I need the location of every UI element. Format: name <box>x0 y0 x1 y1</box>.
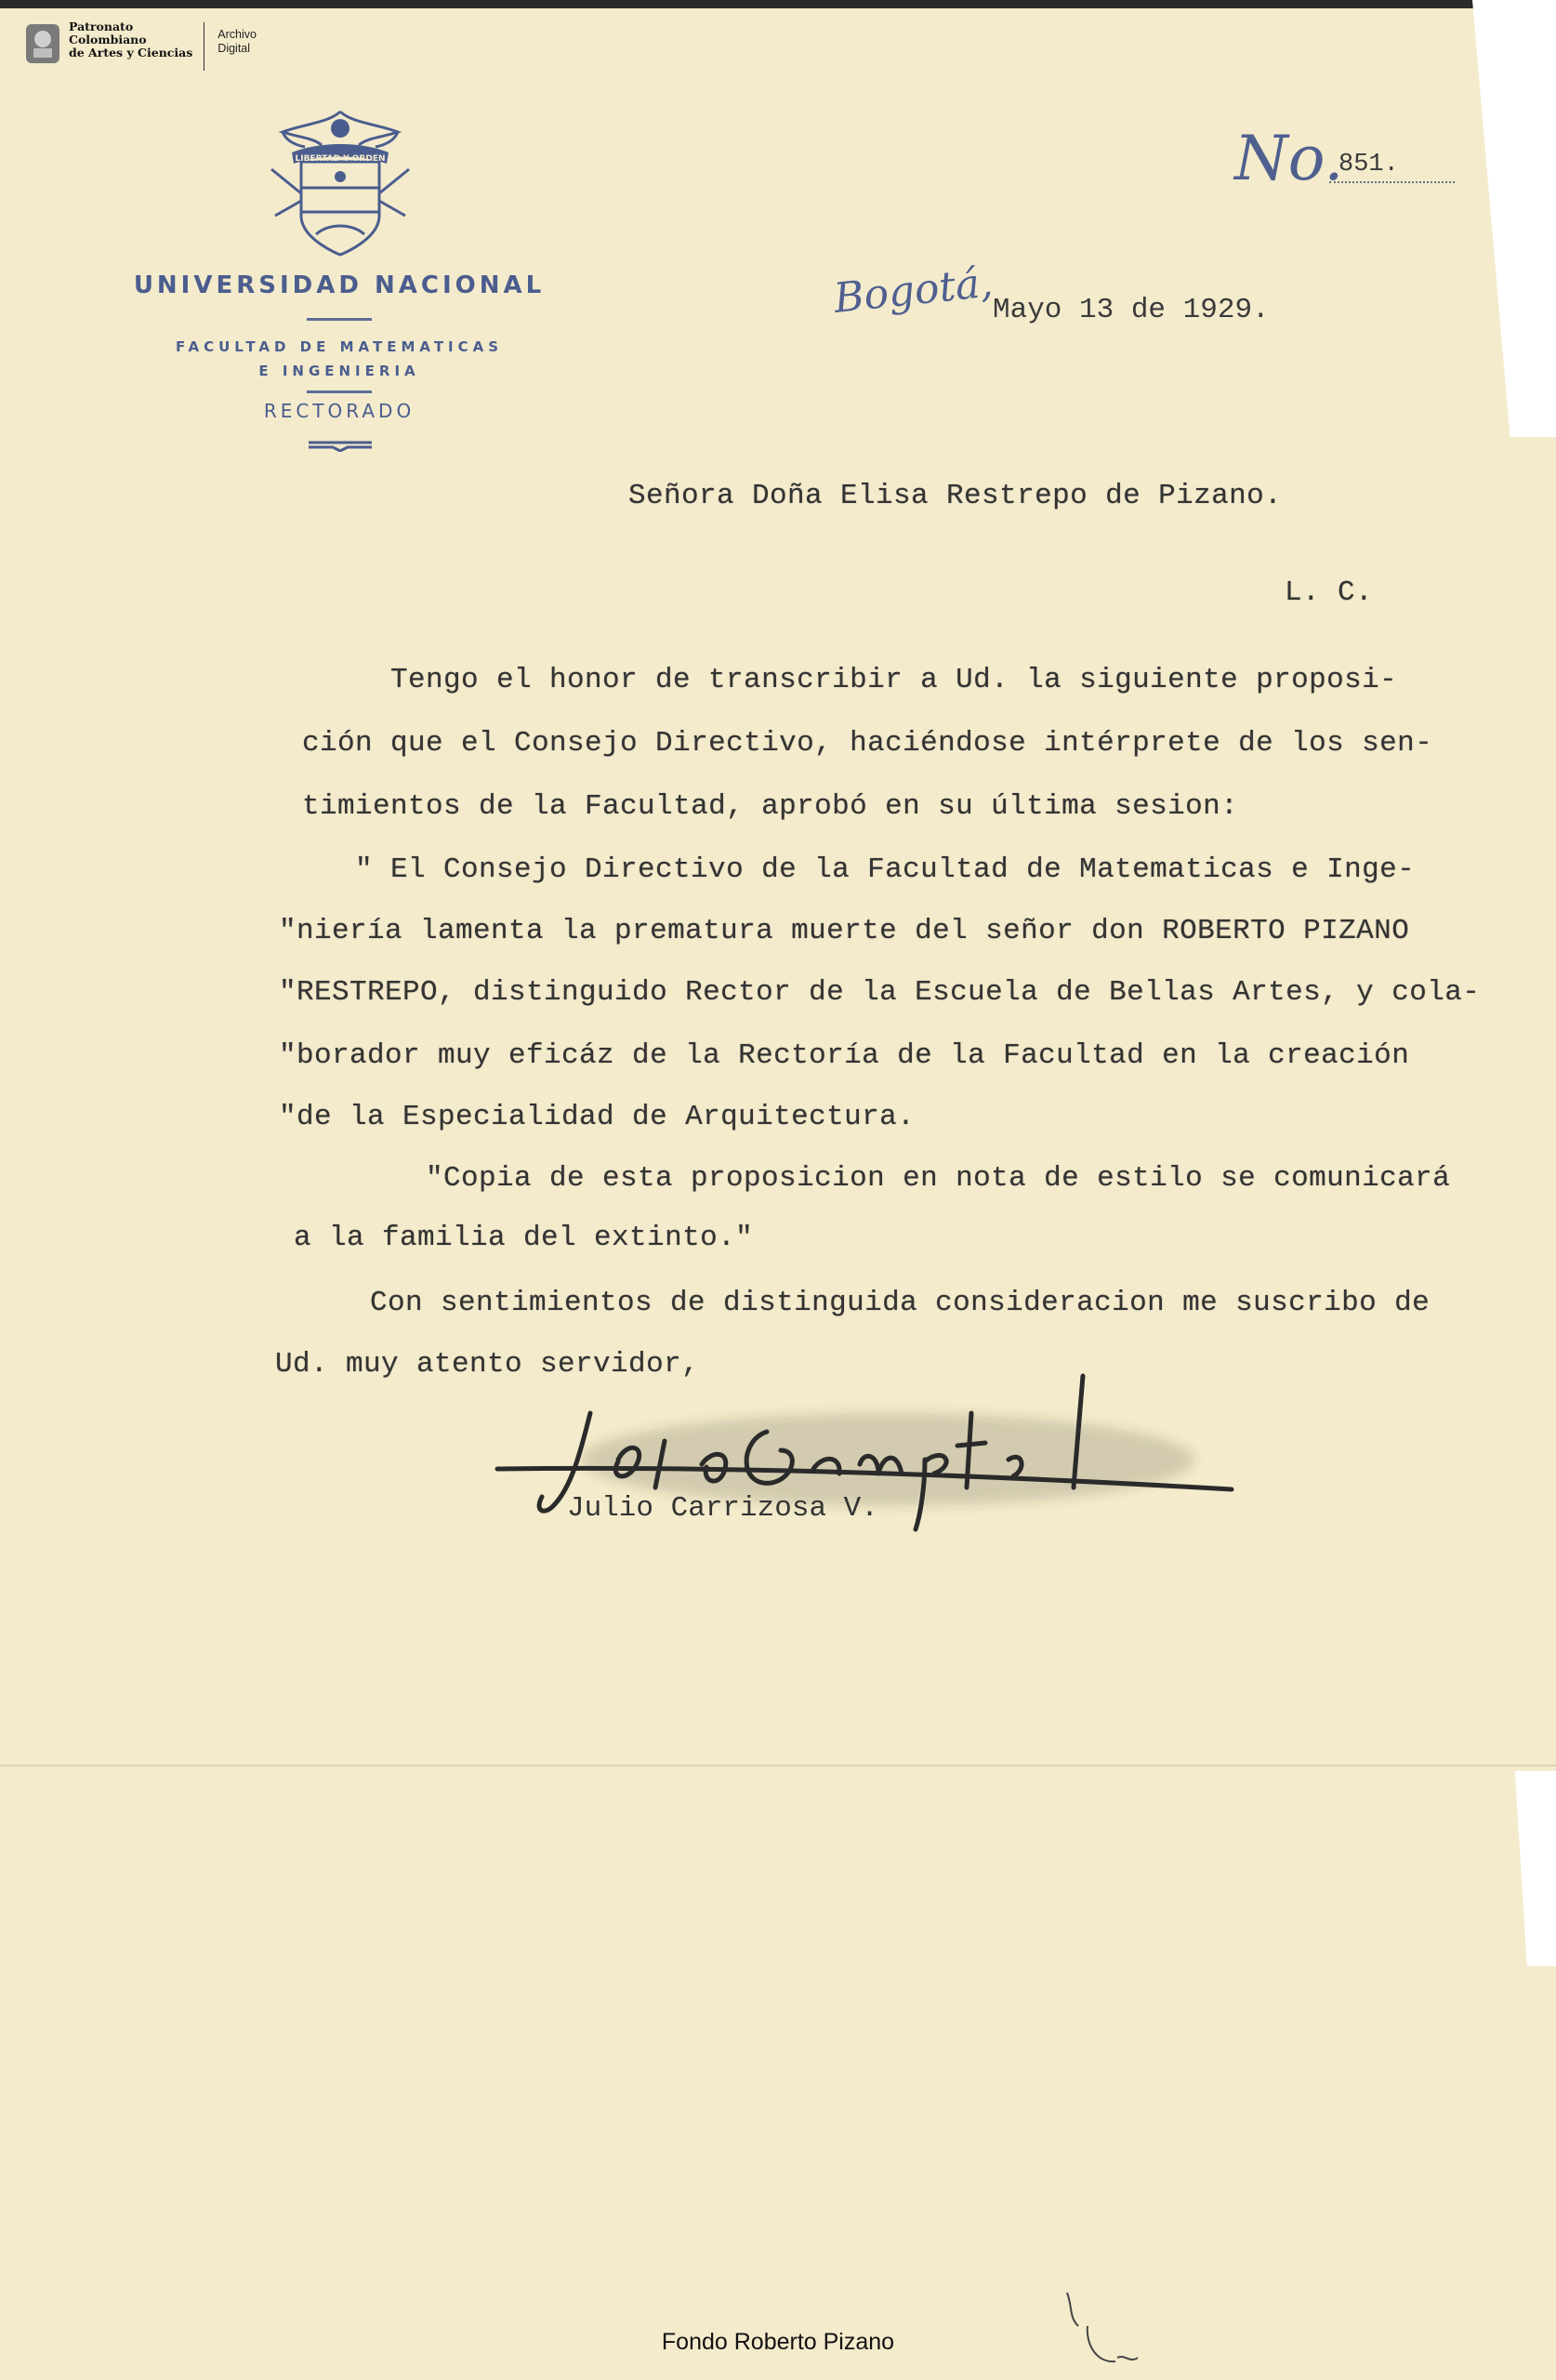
letterhead-rule <box>307 390 372 393</box>
recipient-location: L. C. <box>1285 576 1374 609</box>
letter-number: 851. <box>1338 151 1399 178</box>
watermark-archive: Archivo Digital <box>218 28 257 55</box>
body-line: Tengo el honor de transcribir a Ud. la siguiente proposi- <box>390 664 1398 696</box>
paper-notch <box>1508 1771 1556 1966</box>
collection-caption: Fondo Roberto Pizano <box>661 2329 895 2355</box>
patronato-logo-icon <box>24 20 61 67</box>
archive-watermark <box>24 20 257 71</box>
body-line: "de la Especialidad de Arquitectura. <box>279 1101 916 1133</box>
watermark-org: Patronato Colombiano de Artes y Ciencias <box>69 20 193 60</box>
signatory-name: Julio Carrizosa V. <box>567 1492 878 1525</box>
flourish-icon <box>307 437 374 452</box>
body-line: "Copia de esta proposicion en nota de estilo se comunicará <box>426 1162 1451 1195</box>
torn-corner <box>1472 0 1556 437</box>
crest-motto: LIBERTAD Y ORDEN <box>295 154 386 164</box>
number-label: No. <box>1234 123 1344 194</box>
body-line: Con sentimientos de distinguida consideracion me suscribo de <box>370 1287 1431 1319</box>
body-line: timientos de la Facultad, aprobó en su última sesion: <box>302 790 1239 823</box>
letterhead-rule <box>307 318 372 321</box>
body-line: ción que el Consejo Directivo, haciéndose intérprete de los sen- <box>302 727 1433 760</box>
body-line: "niería lamenta la prematura muerte del señor don ROBERTO PIZANO <box>279 915 1410 947</box>
scan-border <box>0 0 1556 8</box>
body-line: "borador muy eficáz de la Rectoría de la Facultad en la creación <box>279 1039 1410 1072</box>
body-line: Ud. muy atento servidor, <box>275 1348 700 1381</box>
university-name: UNIVERSIDAD NACIONAL <box>133 271 546 299</box>
faculty-name: FACULTAD DE MATEMATICAS E INGENIERIA <box>175 338 504 379</box>
number-dotted-line <box>1329 181 1455 183</box>
letter-date: Mayo 13 de 1929. <box>993 294 1270 326</box>
body-line: "RESTREPO, distinguido Rector de la Escuela de Bellas Artes, y cola- <box>279 976 1481 1009</box>
fold-line <box>0 1765 1556 1766</box>
recipient-name: Señora Doña Elisa Restrepo de Pizano. <box>628 480 1283 512</box>
national-crest-icon <box>264 104 416 262</box>
office-name: RECTORADO <box>263 400 415 422</box>
body-line: a la familia del extinto." <box>294 1222 754 1254</box>
date-place: Bogotá, <box>831 258 996 323</box>
body-line: " El Consejo Directivo de la Facultad de Matematicas e Inge- <box>355 853 1416 886</box>
